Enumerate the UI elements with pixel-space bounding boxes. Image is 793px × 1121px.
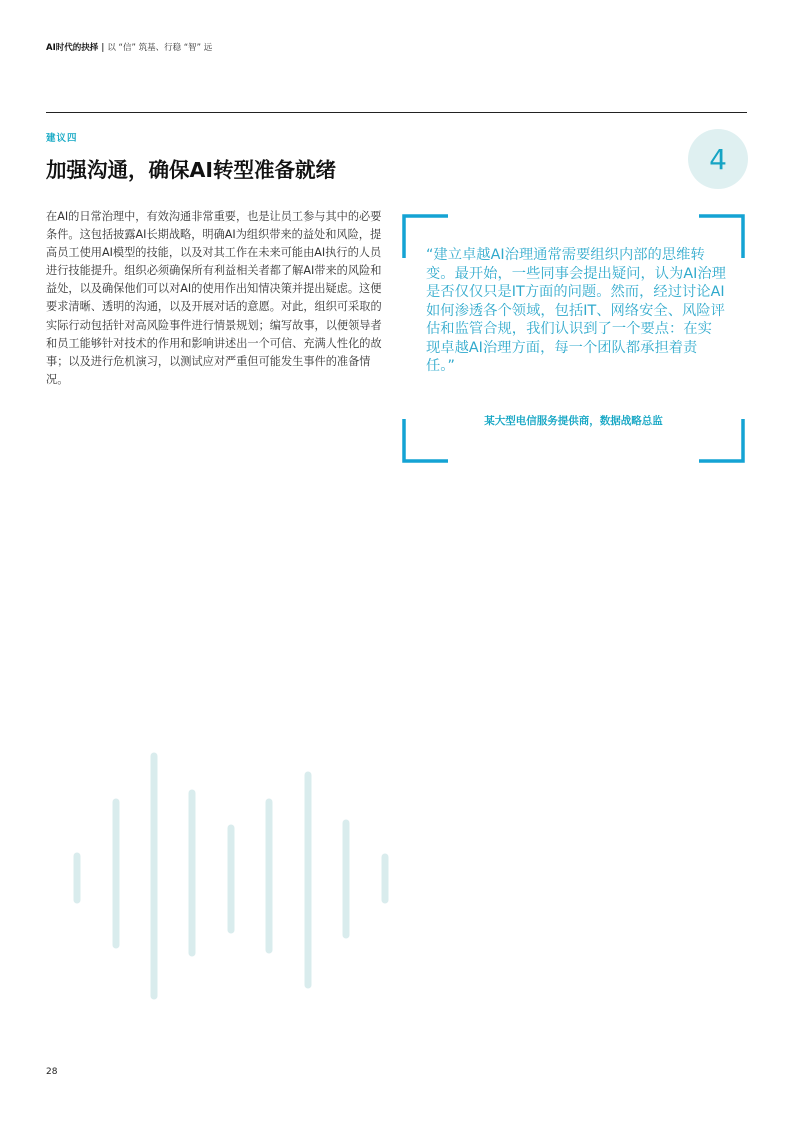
quote-bracket-bottom-left [402, 419, 450, 463]
quote-text: “建立卓越AI治理通常需要组织内部的思维转变。最开始，一些同事会提出疑问，认为AI治理是否仅仅只是IT方面的问题。然而，经过讨论AI如何渗透各个领域，包括IT、网络安全、风险评估和监管合规，我们认识到了一个要点：在实现卓越AI治理方面，每一个团队都承担着责任。” [426, 247, 726, 374]
sound-wave-icon [60, 745, 400, 1010]
page-title: 加强沟通，确保AI转型准备就绪 [46, 158, 336, 182]
pull-quote [402, 214, 745, 463]
section-number-badge: 4 [688, 129, 748, 189]
report-subtitle: 以 “信” 筑基、行稳 “智” 远 [107, 43, 213, 53]
quote-attribution: 某大型电信服务提供商，数据战略总监 [484, 415, 663, 427]
report-title: AI时代的抉择 [46, 43, 99, 53]
header-separator: | [101, 43, 105, 53]
body-paragraph: 在AI的日常治理中，有效沟通非常重要，也是让员工参与其中的必要条件。这包括披露AI长期战略，明确AI为组织带来的益处和风险，提高员工使用AI模型的技能，以及对其工作在未来可能由AI执行的人员进行技能提升。组织必须确保所有利益相关者都了解AI带来的风险和益处，以及确保他们可以对AI的使用作出知情决策并提出疑虑。这便要求清晰、透明的沟通，以及开展对话的意愿。对此，组织可采取的实际行动包括针对高风险事件进行情景规划；编写故事，以便领导者和员工能够针对技术的作用和影响讲述出一个可信、充满人性化的故事；以及进行危机演习，以测试应对严重但可能发生事件的准备情况。 [46, 210, 382, 386]
running-header [46, 41, 212, 53]
page-number: 28 [46, 1067, 58, 1077]
quote-bracket-bottom-right [697, 419, 745, 463]
header-divider [46, 112, 747, 113]
section-kicker: 建议四 [46, 133, 78, 144]
